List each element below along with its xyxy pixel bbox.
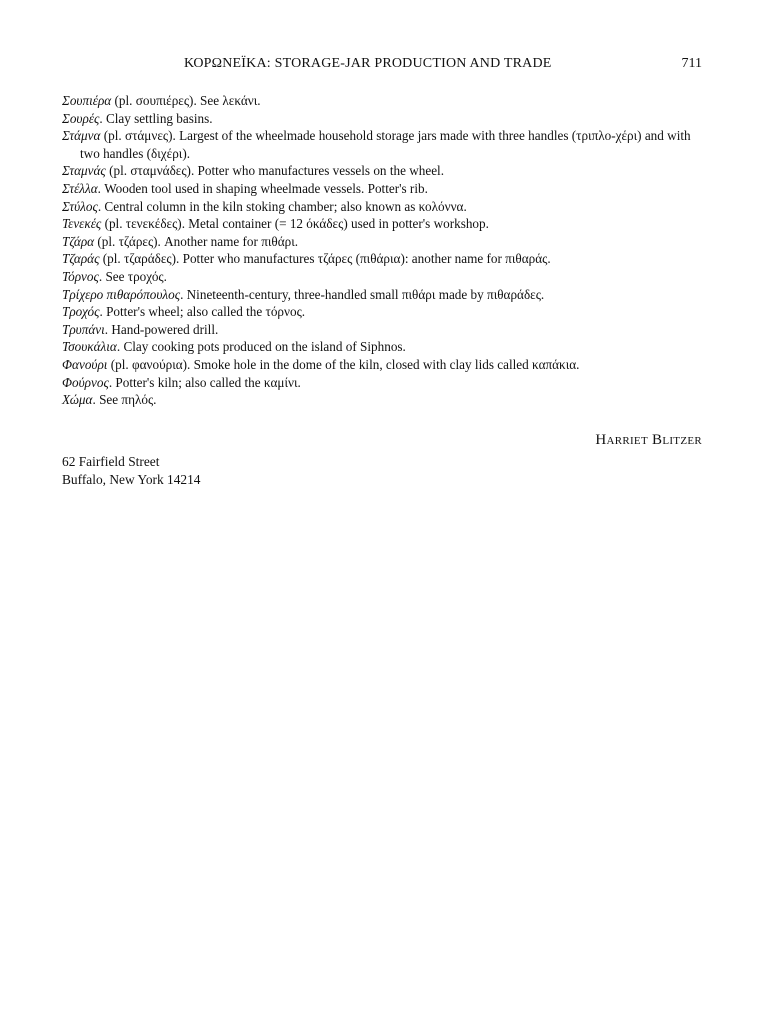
glossary-definition: . Clay cooking pots produced on the island of Siphnos.	[116, 339, 406, 355]
glossary-entry	[62, 162, 704, 180]
glossary-definition: . Clay settling basins.	[99, 110, 213, 126]
glossary-entry	[62, 286, 704, 304]
glossary-term: Τρυπάνι	[62, 321, 105, 337]
glossary-entry	[62, 303, 704, 321]
glossary-entry	[62, 92, 704, 110]
glossary-definition: (pl. τζαράδες). Potter who manufactures τζάρες (πιθάρια): another name for πιθαράς.	[99, 251, 551, 267]
glossary-definition: (pl. τενεκέδες). Metal container (= 12 όκάδες) used in potter's workshop.	[101, 216, 489, 232]
glossary-entry	[62, 215, 704, 233]
author-name: Harriet Blitzer	[595, 432, 702, 448]
glossary-term: Χώμα	[62, 392, 93, 408]
glossary-entry	[62, 268, 704, 286]
glossary-entry	[62, 391, 704, 409]
glossary-definition: (pl. φανούρια). Smoke hole in the dome of the kiln, closed with clay lids called καπάκια.	[107, 356, 580, 372]
glossary-entry	[62, 127, 704, 162]
glossary-term: Φανούρι	[62, 356, 108, 372]
glossary-definition: (pl. τζάρες). Another name for πιθάρι.	[94, 233, 299, 249]
glossary-list	[62, 92, 704, 409]
glossary-term: Σουρές	[62, 110, 100, 126]
glossary-definition: . Wooden tool used in shaping wheelmade vessels. Potter's rib.	[97, 180, 428, 196]
glossary-definition: . Potter's wheel; also called the τόρνος.	[99, 304, 306, 320]
glossary-entry	[62, 356, 704, 374]
glossary-term: Φούρνος	[62, 374, 109, 390]
address-city: Buffalo, New York 14214	[62, 472, 201, 487]
address-street: 62 Fairfield Street	[62, 454, 160, 469]
glossary-entry	[62, 374, 704, 392]
glossary-entry	[62, 198, 704, 216]
glossary-entry	[62, 233, 704, 251]
glossary-entry	[62, 110, 704, 128]
glossary-definition: . Hand-powered drill.	[104, 321, 219, 337]
glossary-entry	[62, 321, 704, 339]
glossary-term: Τζάρα	[62, 233, 95, 249]
glossary-term: Σουπιέρα	[62, 93, 112, 108]
page-number: 711	[681, 56, 702, 71]
glossary-term: Τενεκές	[62, 216, 102, 232]
glossary-definition: . Nineteenth-century, three-handled small πιθάρι made by πιθαράδες.	[180, 286, 545, 302]
glossary-definition: (pl. στάμνες). Largest of the wheelmade household storage jars made with three handles (τριπλο-χέρι) and with two handles (διχέρι).	[80, 128, 691, 161]
glossary-term: Τροχός	[62, 304, 100, 320]
glossary-definition: (pl. σουπιέρες). See λεκάνι.	[111, 93, 261, 108]
glossary-definition: . See πηλός.	[92, 392, 157, 408]
glossary-term: Τζαράς	[62, 251, 100, 267]
glossary-term: Τόρνος	[62, 268, 99, 284]
glossary-definition: . See τροχός.	[98, 268, 167, 284]
glossary-term: Τρίχερο πιθαρόπουλος	[62, 286, 181, 302]
glossary-definition: (pl. σταμνάδες). Potter who manufactures vessels on the wheel.	[105, 163, 445, 179]
glossary-entry	[62, 180, 704, 198]
glossary-term: Τσουκάλια	[62, 339, 117, 355]
running-head	[0, 56, 762, 74]
glossary-definition: . Potter's kiln; also called the καμίνι.	[108, 374, 301, 390]
glossary-term: Σταμνάς	[62, 163, 106, 179]
author-address	[62, 453, 201, 489]
glossary-entry	[62, 338, 704, 356]
glossary-definition: . Central column in the kiln stoking chamber; also known as κολόννα.	[97, 198, 467, 214]
running-title: ΚΟΡΩΝΕΪΚΑ: STORAGE-JAR PRODUCTION AND TRADE	[184, 56, 552, 71]
glossary-term: Στέλλα	[62, 180, 98, 196]
glossary-term: Στύλος	[62, 198, 98, 214]
glossary-term: Στάμνα	[62, 128, 101, 144]
glossary-entry	[62, 250, 704, 268]
